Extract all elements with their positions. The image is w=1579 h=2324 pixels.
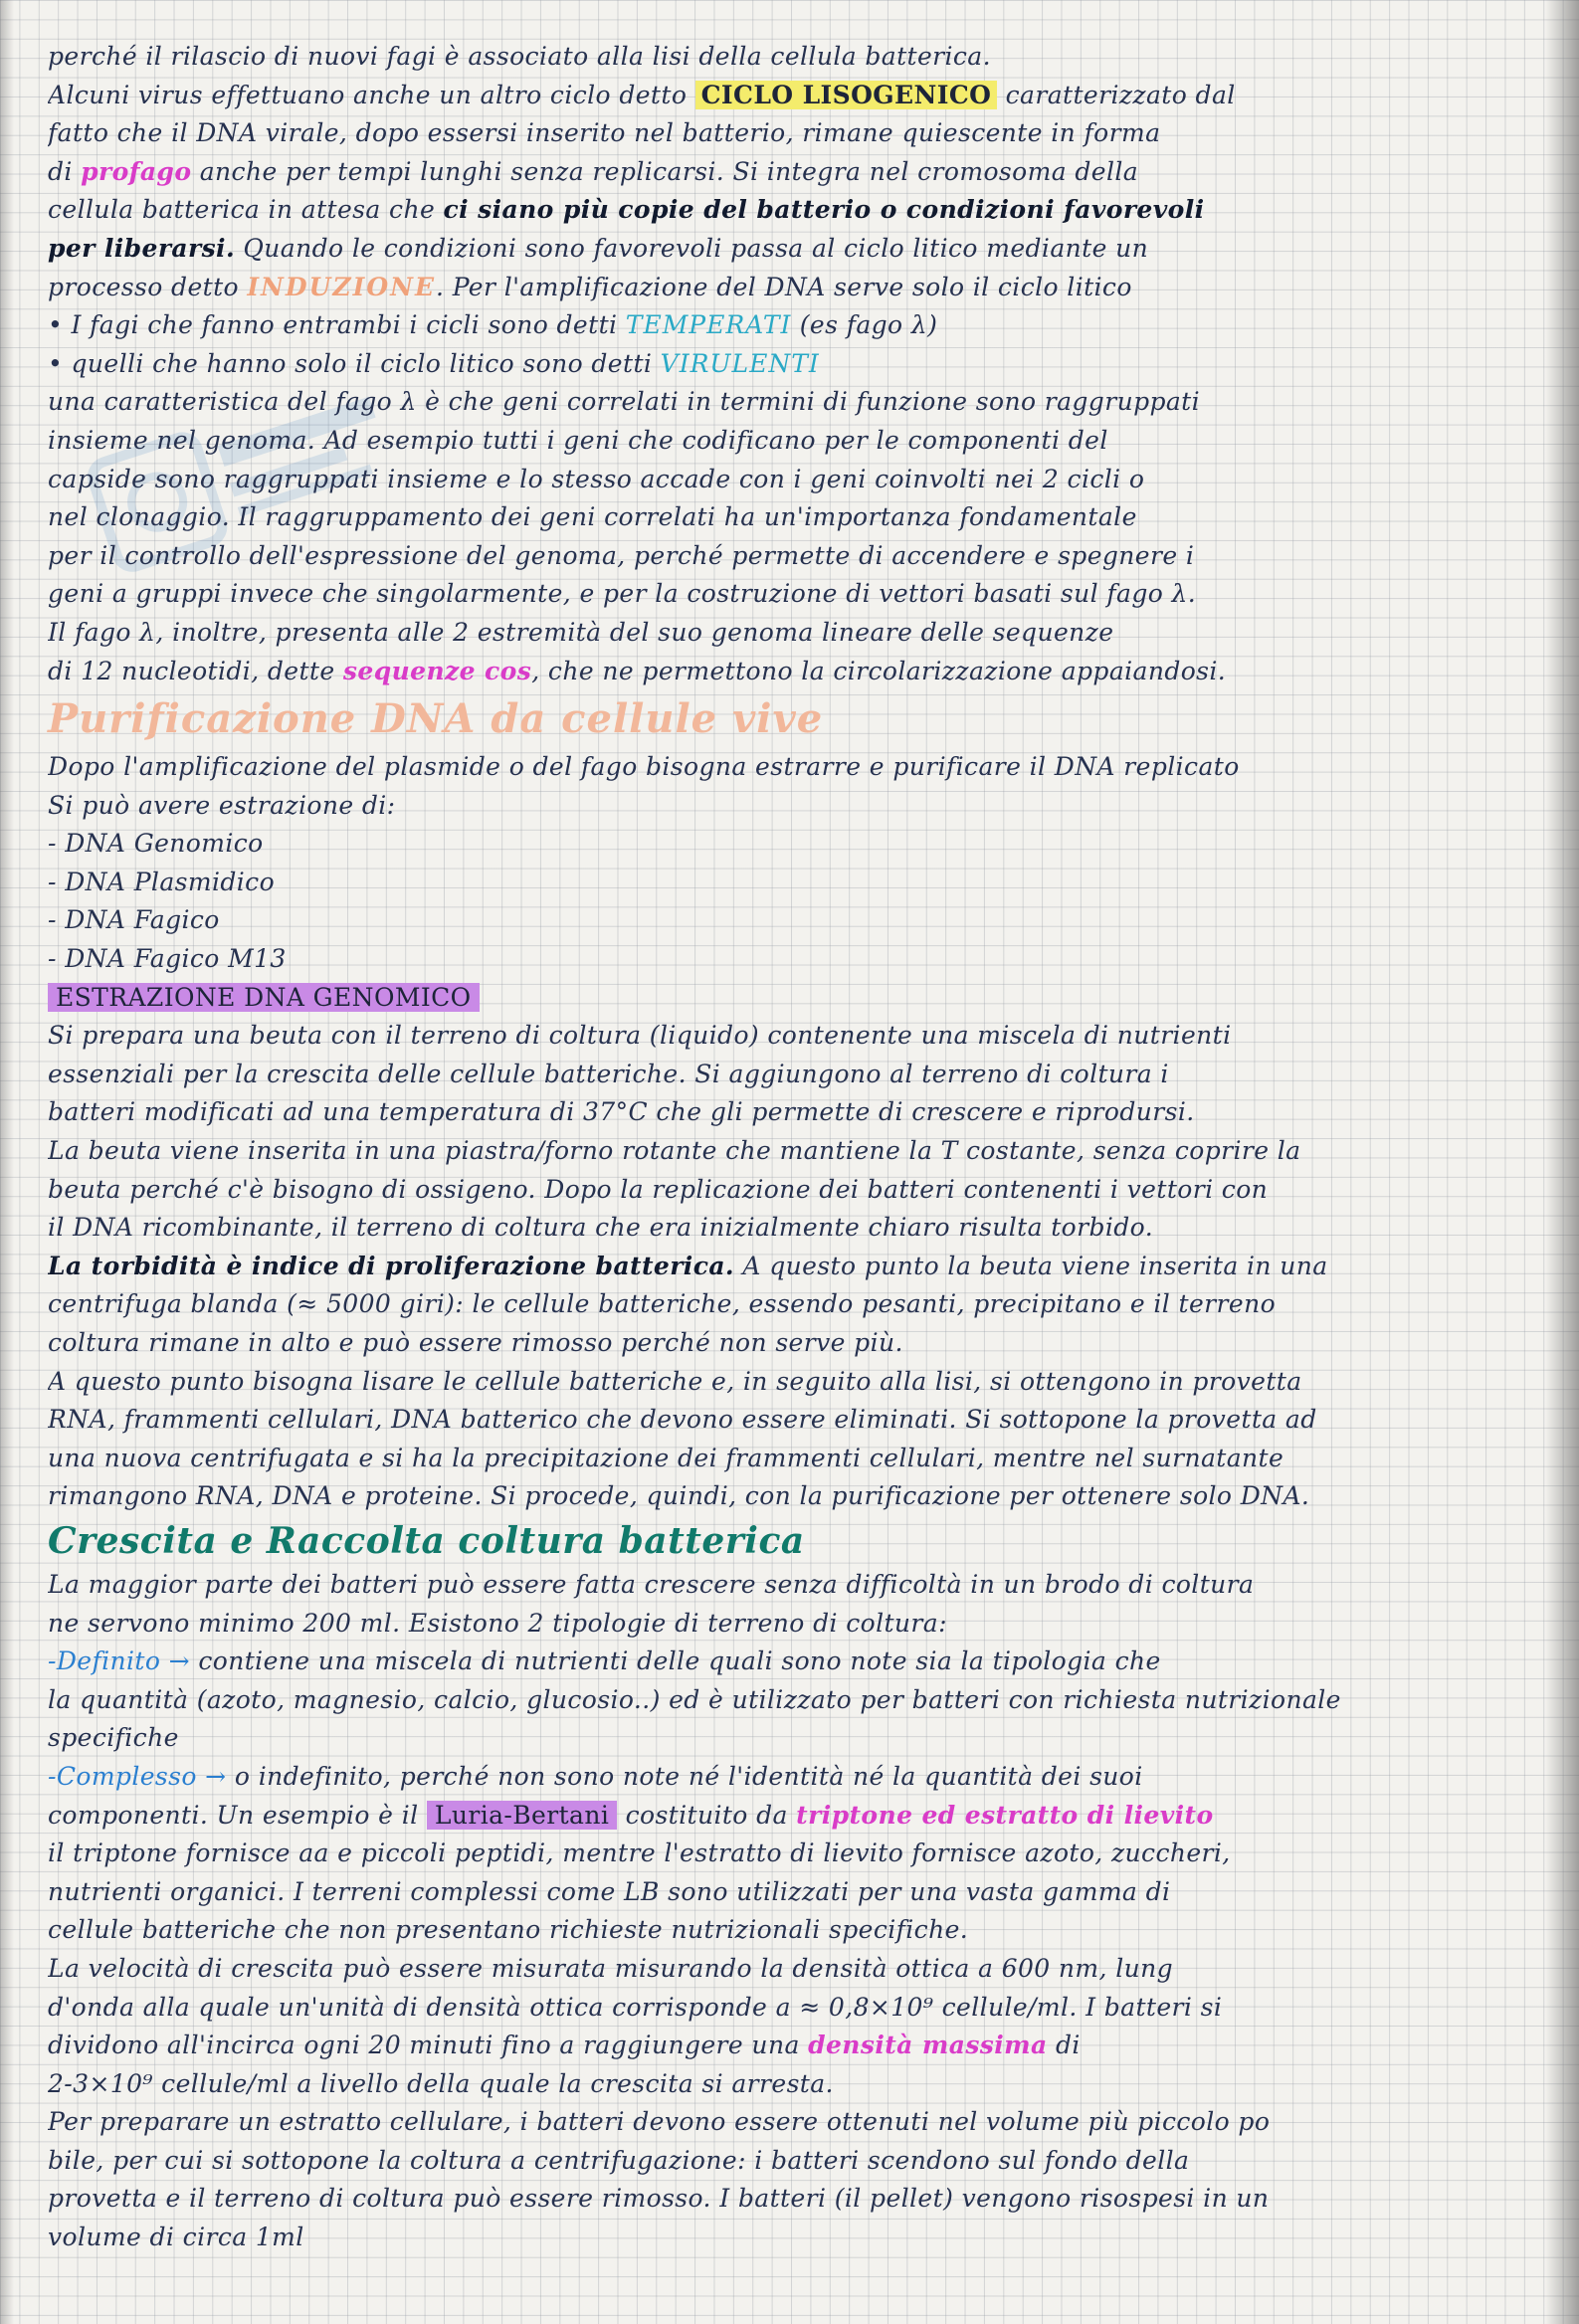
term-triptone: triptone ed estratto di lievito — [796, 1800, 1214, 1830]
text-line: il DNA ricombinante, il terreno di coltura che era inizialmente chiaro risulta torbido. — [48, 1213, 1154, 1243]
text-line: il triptone fornisce aa e piccoli peptidi, mentre l'estratto di lievito fornisce azoto, zuccheri, — [48, 1839, 1231, 1868]
text-line: specifiche — [48, 1723, 179, 1753]
text-line: d'onda alla quale un'unità di densità ottica corrisponde a ≈ 0,8×10⁹ cellule/ml. I batteri si — [48, 1992, 1223, 2022]
text-line: una nuova centrifugata e si ha la precipitazione dei frammenti cellulari, mentre nel surnatante — [48, 1443, 1284, 1472]
text-line: La torbidità è indice di proliferazione batterica. A questo punto la beuta viene inserita in una — [48, 1251, 1328, 1280]
term-luria-bertani: Luria-Bertani — [427, 1801, 617, 1830]
list-item: - DNA Genomico — [48, 829, 264, 859]
term-profago: profago — [81, 156, 192, 186]
bullet-line: • quelli che hanno solo il ciclo litico sono detti VIRULENTI — [48, 348, 820, 378]
text-line: Alcuni virus effettuano anche un altro ciclo detto CICLO LISOGENICO caratterizzato dal — [48, 80, 1236, 109]
term-sequenze-cos: sequenze cos — [342, 656, 532, 685]
text-line: Il fago λ, inoltre, presenta alle 2 estremità del suo genoma lineare delle sequenze — [48, 617, 1114, 647]
text-line: capside sono raggruppati insieme e lo stesso accade con i geni coinvolti nei 2 cicli o — [48, 464, 1145, 493]
text-line: -Complesso → o indefinito, perché non sono note né l'identità né la quantità dei suoi — [48, 1761, 1143, 1791]
text-line: batteri modificati ad una temperatura di 37°C che gli permette di crescere e riprodursi. — [48, 1097, 1195, 1127]
text-line: nel clonaggio. Il raggruppamento dei geni correlati ha un'importanza fondamentale — [48, 502, 1137, 532]
text-line: beuta perché c'è bisogno di ossigeno. Dopo la replicazione dei batteri contenenti i vettori con — [48, 1174, 1269, 1204]
text-line: per il controllo dell'espressione del genoma, perché permette di accendere e spegnere i — [48, 540, 1195, 570]
text-line: La beuta viene inserita in una piastra/forno rotante che mantiene la T costante, senza coprire la — [48, 1136, 1301, 1166]
text-line: Dopo l'amplificazione del plasmide o del fago bisogna estrarre e purificare il DNA replicato — [48, 752, 1240, 782]
text-line: provetta e il terreno di coltura può essere rimosso. I batteri (il pellet) vengono risospesi in un — [48, 2184, 1270, 2214]
subheading-estrazione: ESTRAZIONE DNA GENOMICO — [48, 979, 1545, 1018]
text-line: ne servono minimo 200 ml. Esistono 2 tipologie di terreno di coltura: — [48, 1608, 947, 1638]
text-line: La velocità di crescita può essere misurata misurando la densità ottica a 600 nm, lung — [48, 1953, 1174, 1983]
list-item: - DNA Plasmidico — [48, 867, 276, 896]
text-line: componenti. Un esempio è il Luria-Bertani costituito da triptone ed estratto di lievito — [48, 1800, 1214, 1830]
text-line: -Definito → contiene una miscela di nutrienti delle quali sono note sia la tipologia che — [48, 1646, 1161, 1676]
text-line: una caratteristica del fago λ è che geni correlati in termini di funzione sono raggruppati — [48, 387, 1201, 417]
section-heading-crescita: Crescita e Raccolta coltura batterica — [48, 1519, 805, 1562]
text-line: dividono all'incirca ogni 20 minuti fino a raggiungere una densità massima di — [48, 2031, 1081, 2060]
page-binding-shadow — [0, 0, 14, 2324]
handwritten-notes — [48, 38, 1545, 2257]
list-item: - DNA Fagico — [48, 905, 220, 935]
bullet-line: • I fagi che fanno entrambi i cicli sono detti TEMPERATI (es fago λ) — [48, 310, 938, 340]
page-edge-shadow — [1545, 0, 1579, 2324]
term-virulenti: VIRULENTI — [660, 348, 820, 378]
text-line: nutrienti organici. I terreni complessi come LB sono utilizzati per una vasta gamma di — [48, 1876, 1171, 1906]
text-line: essenziali per la crescita delle cellule batteriche. Si aggiungono al terreno di coltura i — [48, 1059, 1169, 1088]
text-line: volume di circa 1ml — [48, 2223, 304, 2252]
text-line: cellula batterica in attesa che ci siano più copie del batterio o condizioni favorevoli — [48, 195, 1205, 225]
text-line: rimangono RNA, DNA e proteine. Si procede, quindi, con la purificazione per ottenere solo DNA. — [48, 1481, 1310, 1511]
section-heading-purificazione: Purificazione DNA da cellule vive — [48, 695, 824, 743]
text-line: Per preparare un estratto cellulare, i batteri devono essere ottenuti nel volume più piccolo po — [48, 2107, 1271, 2137]
text-line: coltura rimane in alto e può essere rimosso perché non serve più. — [48, 1328, 903, 1357]
text-line: perché il rilascio di nuovi fagi è associato alla lisi della cellula batterica. — [48, 42, 991, 71]
text-line: RNA, frammenti cellulari, DNA batterico che devono essere eliminati. Si sottopone la provetta ad — [48, 1405, 1317, 1435]
text-line: Si prepara una beuta con il terreno di coltura (liquido) contenente una miscela di nutrienti — [48, 1021, 1232, 1051]
text-line: geni a gruppi invece che singolarmente, e per la costruzione di vettori basati sul fago λ. — [48, 579, 1197, 609]
text-line: cellule batteriche che non presentano richieste nutrizionali specifiche. — [48, 1915, 969, 1945]
text-line: la quantità (azoto, magnesio, calcio, glucosio..) ed è utilizzato per batteri con richiesta nutrizionale — [48, 1684, 1341, 1714]
term-induzione: INDUZIONE — [247, 272, 437, 301]
text-line: processo detto INDUZIONE. Per l'amplificazione del DNA serve solo il ciclo litico — [48, 272, 1132, 301]
text-line: La maggior parte dei batteri può essere fatta crescere senza difficoltà in un brodo di coltura — [48, 1569, 1255, 1599]
text-line: 2-3×10⁹ cellule/ml a livello della quale la crescita si arresta. — [48, 2068, 834, 2098]
list-item: - DNA Fagico M13 — [48, 944, 287, 974]
text-line: di 12 nucleotidi, dette sequenze cos, che ne permettono la circolarizzazione appaiandosi. — [48, 656, 1227, 685]
text-line: A questo punto bisogna lisare le cellule batteriche e, in seguito alla lisi, si ottengono in provetta — [48, 1366, 1302, 1396]
term-definito: -Definito → — [48, 1646, 191, 1676]
text-line: centrifuga blanda (≈ 5000 giri): le cellule batteriche, essendo pesanti, precipitano e il terreno — [48, 1289, 1277, 1319]
term-temperati: TEMPERATI — [625, 310, 792, 340]
highlight-ciclo-lisogenico: CICLO LISOGENICO — [695, 81, 998, 109]
text-line: Si può avere estrazione di: — [48, 790, 396, 820]
term-complesso: -Complesso → — [48, 1761, 227, 1791]
text-line: di profago anche per tempi lunghi senza replicarsi. Si integra nel cromosoma della — [48, 156, 1139, 186]
text-line: per liberarsi. Quando le condizioni sono favorevoli passa al ciclo litico mediante un — [48, 233, 1149, 263]
text-line: fatto che il DNA virale, dopo essersi inserito nel batterio, rimane quiescente in forma — [48, 118, 1161, 148]
text-line: bile, per cui si sottopone la coltura a centrifugazione: i batteri scendono sul fondo della — [48, 2145, 1190, 2175]
text-line: insieme nel genoma. Ad esempio tutti i geni che codificano per le componenti del — [48, 425, 1108, 455]
term-densita-massima: densità massima — [808, 2031, 1048, 2060]
